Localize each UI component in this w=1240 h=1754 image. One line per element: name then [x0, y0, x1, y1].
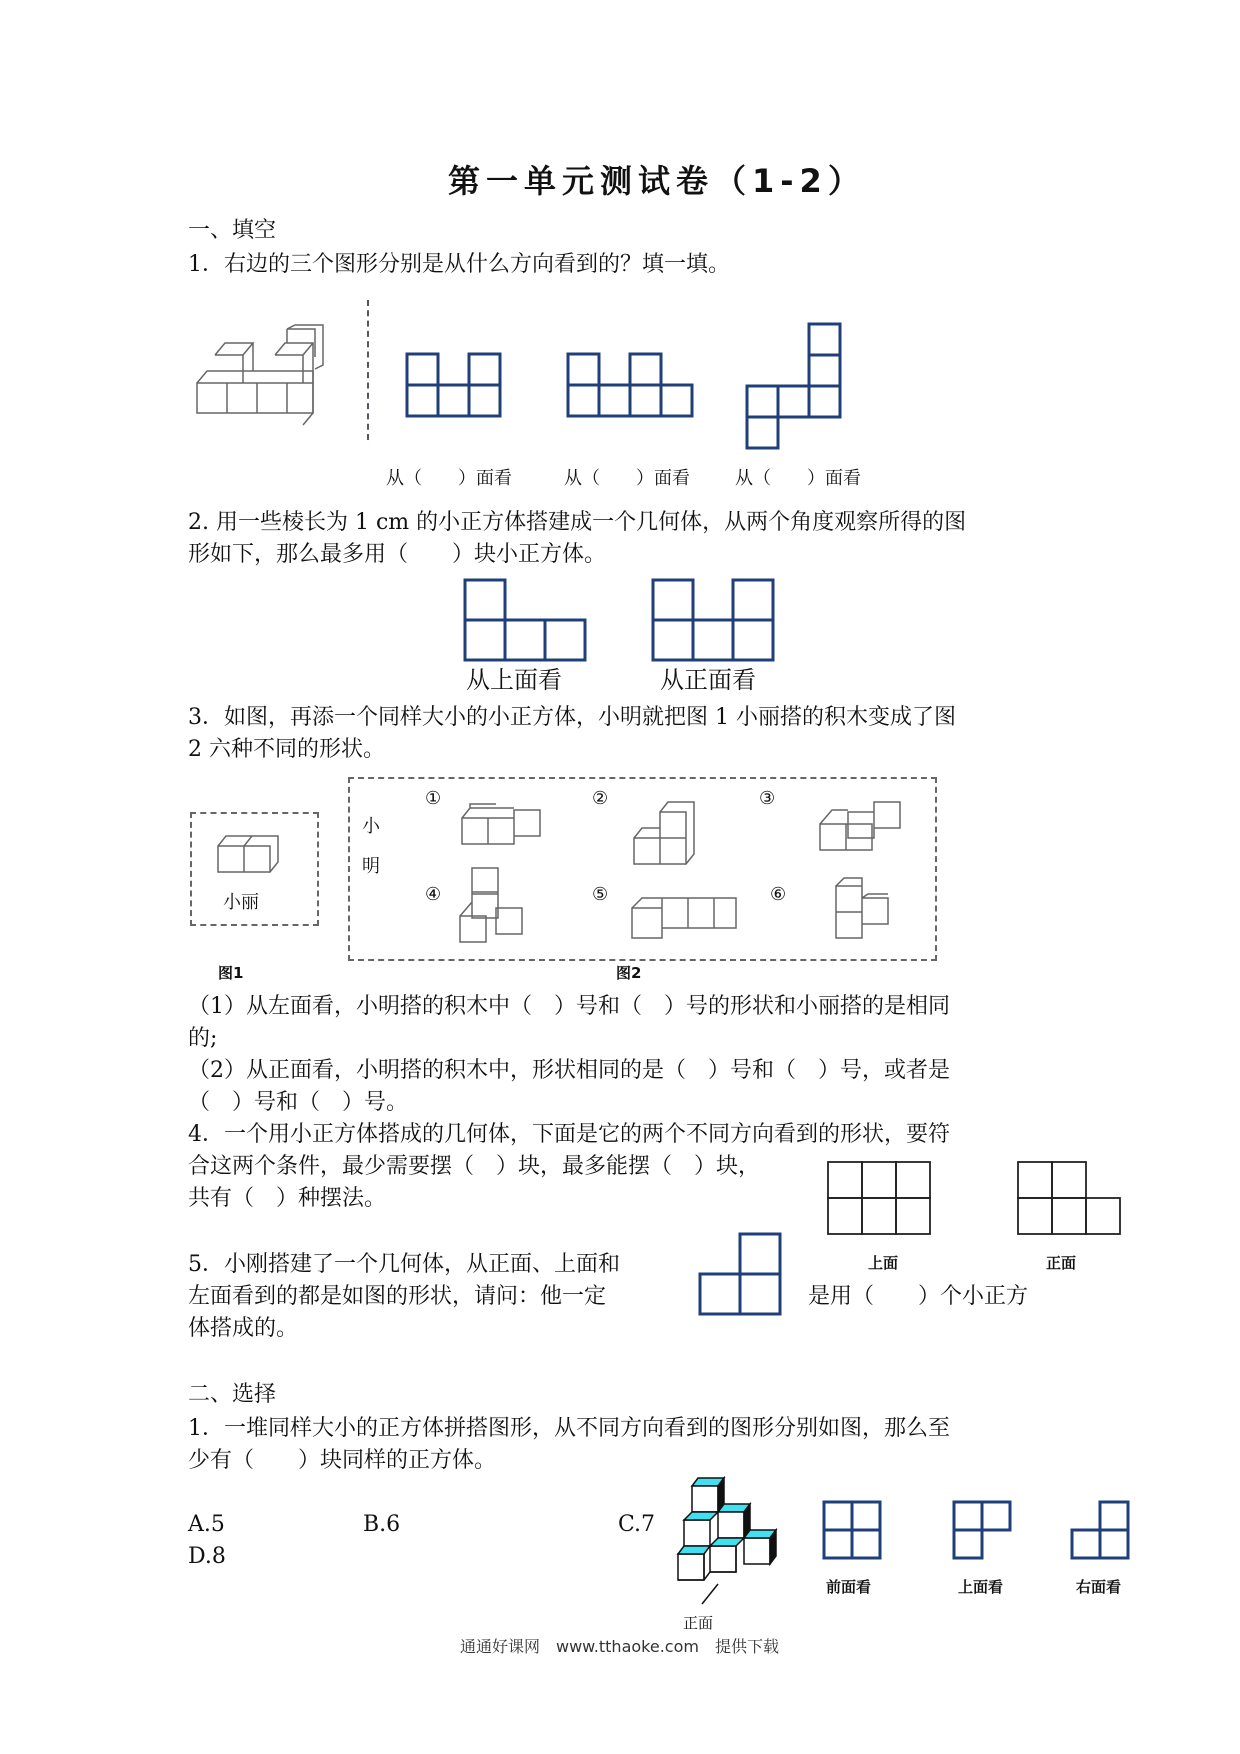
- question-5-line3: 体搭成的。: [188, 1316, 299, 1341]
- option-b[interactable]: B.6: [363, 1512, 401, 1537]
- xiaoming-label-2: 明: [362, 856, 380, 877]
- question-5-line2b: 是用（ ）个小正方: [808, 1284, 1029, 1309]
- q3-sub2-line1: （2）从正面看，小明搭的积木中，形状相同的是（ ）号和（ ）号，或者是: [188, 1058, 950, 1083]
- q2-top-caption: 从上面看: [466, 666, 562, 694]
- q1-view-a: [405, 352, 505, 422]
- q2-front-view: [651, 578, 781, 668]
- question-3-line2: 2 六种不同的形状。: [188, 737, 385, 762]
- shape-number-3: ③: [759, 788, 776, 809]
- section-heading: 一、填空: [188, 218, 277, 243]
- question-4-line1: 4．一个用小正方体搭成的几何体，下面是它的两个不同方向看到的形状，要符: [188, 1122, 950, 1147]
- top-view: [952, 1500, 1022, 1570]
- shape-number-1: ①: [425, 788, 442, 809]
- front-view: [822, 1500, 892, 1570]
- q4-front-view: [1016, 1160, 1126, 1240]
- figure-1-label: 图1: [218, 964, 244, 982]
- q3-sub1-line1: （1）从左面看，小明搭的积木中（ ）号和（ ）号的形状和小丽搭的是相同: [188, 994, 950, 1019]
- shape-5: [630, 886, 740, 946]
- q3-sub2-line2: （ ）号和（ ）号。: [188, 1090, 409, 1115]
- footer: 通通好课网 www.tthaoke.com 提供下载: [460, 1637, 779, 1656]
- question-2-line1: 2. 用一些棱长为 1 cm 的小正方体搭建成一个几何体，从两个角度观察所得的图: [188, 510, 967, 535]
- shape-2: [632, 800, 702, 870]
- question-5-line1: 5．小刚搭建了一个几何体，从正面、上面和: [188, 1252, 620, 1277]
- q1-caption-c: 从（ ）面看: [735, 468, 861, 489]
- right-view-caption: 右面看: [1076, 1578, 1122, 1596]
- question-4-line2: 合这两个条件，最少需要摆（ ）块，最多能摆（ ）块，: [188, 1154, 761, 1179]
- q2-top-view: [463, 578, 593, 668]
- q1-isometric-figure: [195, 325, 335, 435]
- question-1-text: 1．右边的三个图形分别是从什么方向看到的？填一填。: [188, 252, 730, 277]
- option-a[interactable]: A.5: [188, 1512, 225, 1537]
- question-3-line1: 3．如图，再添一个同样大小的小正方体，小明就把图 1 小丽搭的积木变成了图: [188, 705, 956, 730]
- figure-2-label: 图2: [616, 964, 642, 982]
- s2-question-1-line1: 1．一堆同样大小的正方体拼搭图形，从不同方向看到的图形分别如图，那么至: [188, 1416, 950, 1441]
- shape-number-5: ⑤: [592, 884, 609, 905]
- shape-3: [818, 800, 908, 860]
- xiaoming-label-1: 小: [362, 816, 380, 837]
- shape-number-6: ⑥: [770, 884, 787, 905]
- q1-view-b: [566, 352, 696, 422]
- q2-front-caption: 从正面看: [660, 666, 756, 694]
- q1-view-c: [745, 322, 845, 452]
- question-4-line3: 共有（ ）种摆法。: [188, 1186, 387, 1211]
- q1-caption-a: 从（ ）面看: [386, 468, 512, 489]
- question-5-line2a: 左面看到的都是如图的形状，请问：他一定: [188, 1284, 607, 1309]
- cube-stack-figure: [678, 1478, 788, 1608]
- q1-caption-b: 从（ ）面看: [564, 468, 690, 489]
- shape-number-4: ④: [425, 884, 442, 905]
- option-c[interactable]: C.7: [618, 1512, 656, 1537]
- front-view-caption: 前面看: [826, 1578, 872, 1596]
- s2-question-1-line2: 少有（ ）块同样的正方体。: [188, 1448, 497, 1473]
- page-title: 第一单元测试卷（1-2）: [448, 162, 866, 200]
- front-label: 正面: [683, 1614, 714, 1632]
- top-view-caption: 上面看: [958, 1578, 1004, 1596]
- q3-sub1-line2: 的;: [188, 1026, 218, 1051]
- q4-front-caption: 正面: [1046, 1254, 1077, 1272]
- q4-top-view: [826, 1160, 936, 1240]
- q4-top-caption: 上面: [868, 1254, 899, 1272]
- xiaoli-label: 小丽: [223, 892, 259, 913]
- shape-6: [834, 876, 904, 946]
- right-view: [1070, 1500, 1140, 1570]
- option-d[interactable]: D.8: [188, 1544, 226, 1569]
- shape-1: [460, 800, 550, 850]
- question-2-line2: 形如下，那么最多用（ ）块小正方体。: [188, 542, 607, 567]
- shape-number-2: ②: [592, 788, 609, 809]
- dashed-divider: [367, 300, 369, 440]
- section-2-heading: 二、选择: [188, 1382, 277, 1407]
- xiaoli-blocks: [216, 828, 286, 878]
- shape-4: [458, 868, 528, 948]
- q5-view: [698, 1232, 788, 1322]
